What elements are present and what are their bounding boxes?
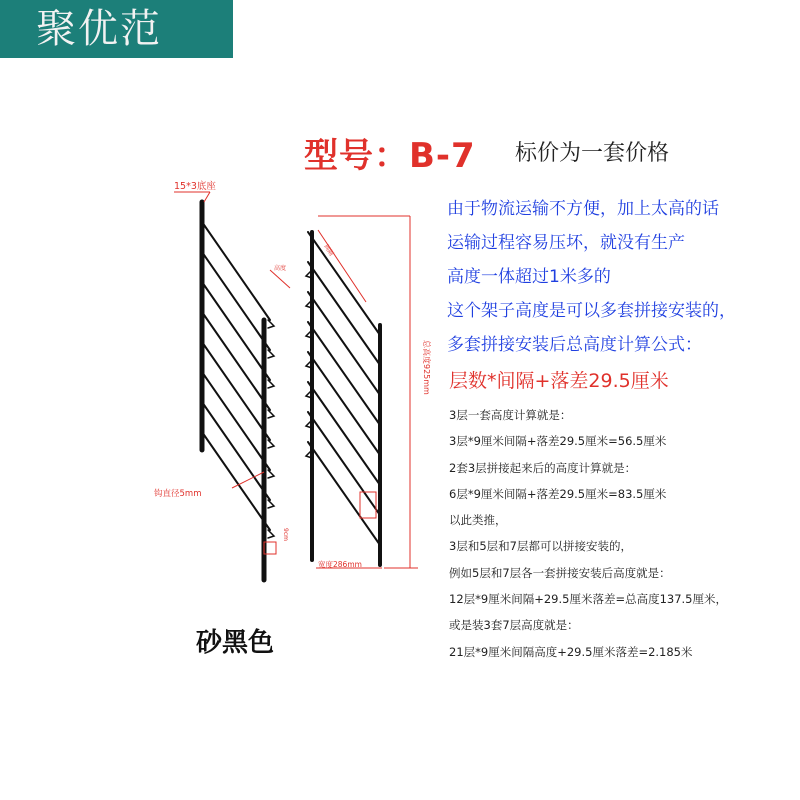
hook-diameter-label: 钩直径5mm bbox=[154, 489, 202, 499]
height-label: 高度 bbox=[274, 265, 287, 272]
description-line: 高度一体超过1米多的 bbox=[447, 267, 611, 287]
right-rack bbox=[306, 232, 380, 565]
width-label: 宽度286mm bbox=[318, 560, 362, 569]
calc-line: 12层*9厘米间隔+29.5厘米落差=总高度137.5厘米， bbox=[449, 592, 727, 607]
calc-line: 3层和5层和7层都可以拼接安装的， bbox=[449, 539, 632, 554]
calc-line: 6层*9厘米间隔+落差29.5厘米=83.5厘米 bbox=[449, 486, 667, 501]
description-line: 运输过程容易压坏，就没有生产 bbox=[447, 233, 685, 253]
calc-line: 21层*9厘米间隔高度+29.5厘米落差=2.185米 bbox=[449, 644, 693, 659]
calc-line: 以此类推， bbox=[449, 513, 507, 528]
base-label: 15*3底座 bbox=[174, 181, 216, 192]
calc-line: 3层*9厘米间隔+落差29.5厘米=56.5厘米 bbox=[449, 434, 667, 449]
calc-line: 2套3层拼接起来后的高度计算就是： bbox=[449, 460, 637, 475]
small-dimension-label: 9cm bbox=[282, 528, 289, 541]
height-leader bbox=[270, 270, 290, 288]
calculation-block bbox=[449, 402, 727, 665]
description-line: 多套拼接安装后总高度计算公式： bbox=[447, 335, 702, 355]
shelf-diagram bbox=[140, 170, 430, 590]
calc-line: 或是装3套7层高度就是： bbox=[449, 618, 579, 633]
hooks-left bbox=[268, 320, 274, 538]
total-height-label: 总高度925mm bbox=[422, 340, 431, 395]
description-block bbox=[447, 192, 736, 362]
brand-badge: 聚优范 bbox=[0, 0, 233, 58]
spacing-line bbox=[318, 230, 366, 302]
description-line: 由于物流运输不方便，加上太高的话 bbox=[447, 199, 719, 219]
calc-line: 3层一套高度计算就是： bbox=[449, 408, 572, 422]
description-line: 这个架子高度是可以多套拼接安装的， bbox=[447, 301, 736, 321]
spacing-label: 间隔 bbox=[322, 243, 335, 258]
price-note: 标价为一套价格 bbox=[515, 141, 670, 166]
model-title: 型号：B-7 bbox=[304, 136, 476, 176]
height-formula: 层数*间隔+落差29.5厘米 bbox=[449, 370, 669, 392]
left-rack bbox=[202, 202, 276, 580]
color-label: 砂黑色 bbox=[196, 628, 275, 658]
calc-line: 例如5层和7层各一套拼接安装后高度就是： bbox=[449, 565, 671, 580]
